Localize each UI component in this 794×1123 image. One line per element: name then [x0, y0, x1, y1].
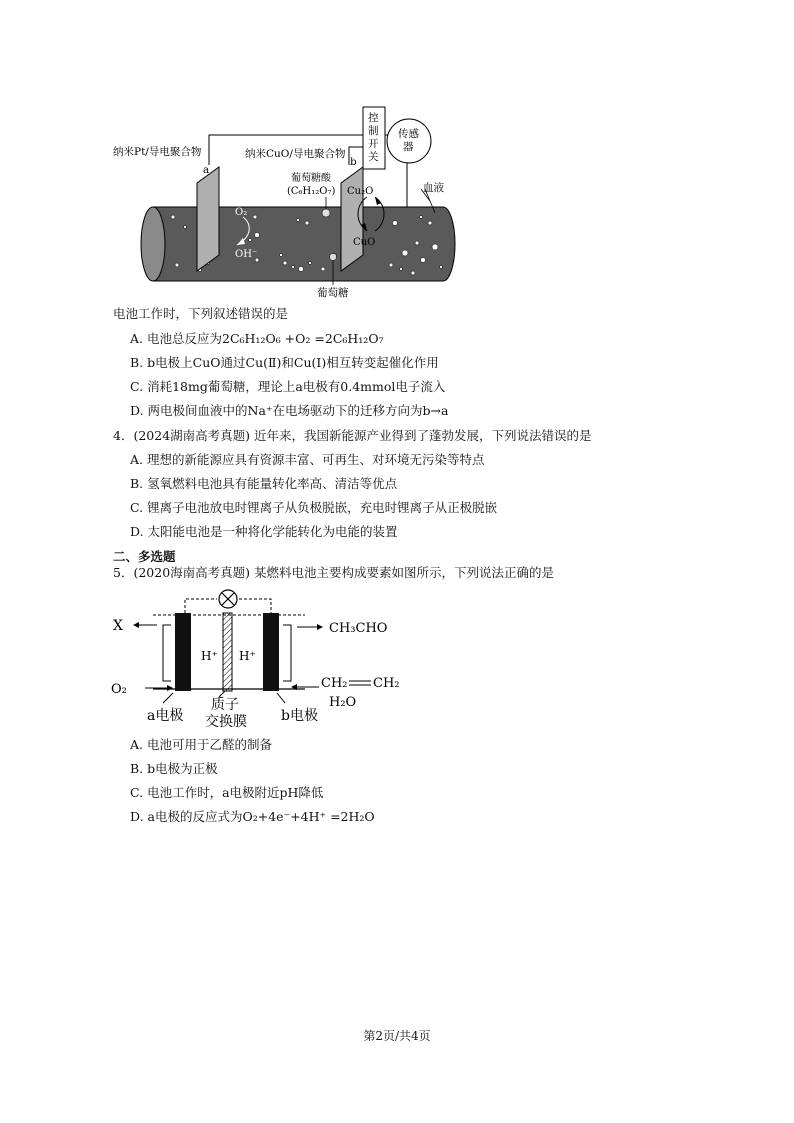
- q4-option-a[interactable]: [130, 452, 485, 468]
- q5-option-b[interactable]: [130, 761, 218, 777]
- acetaldehyde-label: CH₃CHO: [329, 621, 388, 636]
- option-text: 太阳能电池是一种将化学能转化为电能的装置: [147, 524, 398, 539]
- b-electrode-label: b电极: [281, 708, 318, 724]
- option-text: 消耗18mg葡萄糖，理论上a电极有0.4mmol电子流入: [147, 379, 446, 394]
- option-text: b电极上CuO通过Cu(Ⅱ)和Cu(Ⅰ)相互转变起催化作用: [147, 355, 439, 370]
- q3-stem: 电池工作时，下列叙述错误的是: [113, 306, 289, 321]
- option-label: B.: [130, 761, 144, 776]
- option-label: D.: [130, 403, 144, 418]
- page-number: 第2页/共4页: [363, 1029, 431, 1043]
- cu2o-label: Cu₂O: [347, 186, 374, 197]
- glucose-label: 葡萄糖: [317, 287, 349, 299]
- option-text: 氢氧燃料电池具有能量转化率高、清洁等优点: [147, 476, 398, 491]
- option-text: 锂离子电池放电时锂离子从负极脱嵌，充电时锂离子从正极脱嵌: [147, 500, 498, 515]
- electrode-b-label: b: [350, 156, 357, 168]
- option-text: 电池工作时，a电极附近pH降低: [147, 785, 324, 800]
- x-label: X: [113, 618, 123, 634]
- o2-label: O₂: [111, 682, 127, 697]
- option-text: 电池可用于乙醛的制备: [147, 737, 273, 752]
- electrode-a-label: a: [203, 164, 210, 176]
- q4-option-d[interactable]: [130, 524, 398, 540]
- glucose-fuel-cell-diagram: [105, 105, 465, 300]
- membrane-label-1: 质子: [211, 697, 239, 713]
- o2-label: O₂: [235, 207, 248, 218]
- water-label: H₂O: [329, 695, 357, 710]
- option-label: A.: [130, 331, 144, 346]
- q3-option-c[interactable]: [130, 379, 445, 395]
- option-text: 电池总反应为2C₆H₁₂O₆ +O₂ =2C₆H₁₂O₇: [147, 331, 384, 346]
- q3-option-b[interactable]: [130, 355, 439, 371]
- option-label: C.: [130, 500, 144, 515]
- option-label: A.: [130, 737, 144, 752]
- q5-option-a[interactable]: [130, 737, 272, 753]
- section-heading: 二、多选题: [113, 549, 176, 564]
- option-label: C.: [130, 785, 144, 800]
- option-text: b电极为正极: [147, 761, 218, 776]
- q4-stem: 4．(2024湖南高考真题) 近年来，我国新能源产业得到了蓬勃发展，下列说法错误的是: [113, 428, 592, 443]
- option-text: 两电极间血液中的Na⁺在电场驱动下的迁移方向为b→a: [147, 403, 449, 418]
- h-plus-left: H⁺: [201, 649, 218, 663]
- control-switch-label: 控制开关: [368, 112, 379, 163]
- membrane-label-2: 交换膜: [205, 714, 247, 730]
- blood-label: 血液: [423, 182, 444, 194]
- q4-option-c[interactable]: [130, 500, 497, 516]
- cuo-electrode-label: 纳米CuO/导电聚合物: [245, 148, 346, 160]
- ch2-left-label: CH₂: [321, 676, 348, 691]
- cuo-label: CuO: [353, 237, 376, 248]
- option-label: A.: [130, 452, 144, 467]
- q3-option-d[interactable]: [130, 403, 448, 419]
- q4-option-b[interactable]: [130, 476, 397, 492]
- q5-option-c[interactable]: [130, 785, 323, 801]
- gluconic-formula-label: (C₆H₁₂O₇): [287, 186, 336, 197]
- q5-option-d[interactable]: [130, 809, 375, 825]
- gluconic-acid-label: 葡萄糖酸: [291, 173, 331, 184]
- h-plus-right: H⁺: [239, 649, 256, 663]
- ch2-right-label: CH₂: [373, 676, 400, 691]
- oh-label: OH⁻: [235, 249, 258, 260]
- option-label: B.: [130, 476, 144, 491]
- pt-electrode-label: 纳米Pt/导电聚合物: [113, 146, 202, 158]
- option-text: a电极的反应式为O₂+4e⁻+4H⁺ =2H₂O: [147, 809, 375, 824]
- option-text: 理想的新能源应具有资源丰富、可再生、对环境无污染等特点: [147, 452, 485, 467]
- sensor-label: 传感器: [398, 128, 419, 153]
- q3-option-a[interactable]: [130, 331, 384, 347]
- a-electrode-label: a电极: [147, 708, 184, 724]
- option-label: C.: [130, 379, 144, 394]
- option-label: D.: [130, 524, 144, 539]
- option-label: B.: [130, 355, 144, 370]
- q5-stem: 5．(2020海南高考真题) 某燃料电池主要构成要素如图所示，下列说法正确的是: [113, 565, 554, 580]
- fuel-cell-diagram: [105, 585, 415, 730]
- option-label: D.: [130, 809, 144, 824]
